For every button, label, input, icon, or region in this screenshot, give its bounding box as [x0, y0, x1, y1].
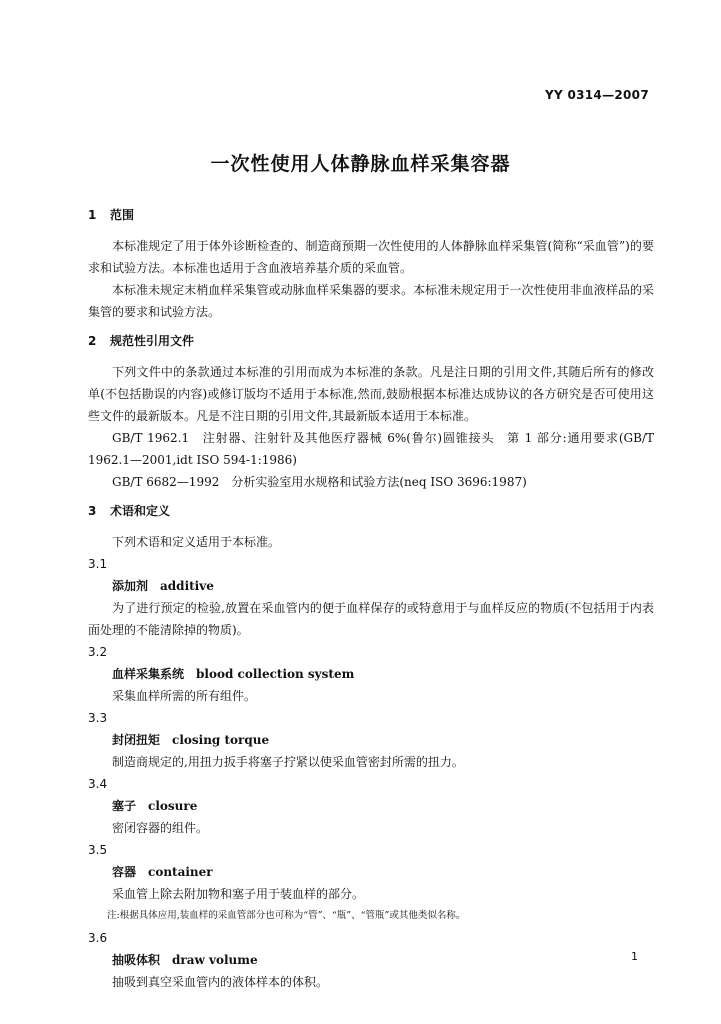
term-name [88, 729, 654, 751]
term-definition: 采集血样所需的所有组件。 [112, 689, 257, 703]
section-1-heading [88, 206, 654, 223]
section-2-heading [88, 332, 654, 349]
term-3-6 [88, 927, 654, 993]
section-number: 1 [88, 208, 97, 222]
term-note: 注:根据具体应用,装血样的采血管部分也可称为“管”、“瓶”、“管瓶”或其他类似名称。 [107, 910, 466, 921]
section-title: 规范性引用文件 [110, 334, 195, 348]
page-number: 1 [631, 950, 638, 963]
term-3-2 [88, 641, 654, 707]
term-en: blood collection system [196, 667, 355, 681]
document-body [88, 206, 654, 993]
term-definition: 为了进行预定的检验,放置在采血管内的便于血样保存的或特意用于与血样反应的物质(不包括用于内表面处理的不能清除掉的物质)。 [88, 601, 654, 637]
term-zh: 容器 [112, 865, 137, 879]
section-number: 3 [88, 504, 97, 518]
term-definition: 抽吸到真空采血管内的液体样本的体积。 [112, 975, 329, 989]
section-title: 术语和定义 [110, 504, 171, 518]
term-zh: 封闭扭矩 [112, 733, 161, 747]
paragraph: 下列术语和定义适用于本标准。 [112, 535, 281, 549]
term-3-3 [88, 707, 654, 773]
term-number: 3.1 [88, 557, 108, 571]
reference-item: GB/T 1962.1 注射器、注射针及其他医疗器械 6%(鲁尔)圆锥接头 第 1 部分:通用要求(GB/T 1962.1—2001,idt ISO 594-1:1986) [88, 431, 654, 467]
term-zh: 塞子 [112, 799, 137, 813]
term-number: 3.3 [88, 711, 108, 725]
term-en: draw volume [172, 953, 258, 967]
term-number: 3.2 [88, 645, 108, 659]
term-en: additive [160, 579, 214, 593]
term-name [88, 575, 654, 597]
paragraph: 下列文件中的条款通过本标准的引用而成为本标准的条款。凡是注日期的引用文件,其随后所有的修改单(不包括勘误的内容)或修订版均不适用于本标准,然而,鼓励根据本标准达成协议的各方研究是否可使用这些文件的最新版本。凡是不注日期的引用文件,其最新版本适用于本标准。 [88, 365, 654, 423]
term-name [88, 861, 654, 883]
standard-code: YY 0314—2007 [545, 88, 649, 102]
term-definition: 密闭容器的组件。 [112, 821, 209, 835]
term-3-1 [88, 553, 654, 641]
section-number: 2 [88, 334, 97, 348]
term-zh: 添加剂 [112, 579, 149, 593]
term-en: closure [148, 799, 198, 813]
paragraph: 本标准规定了用于体外诊断检查的、制造商预期一次性使用的人体静脉血样采集管(简称“采血管”)的要求和试验方法。本标准也适用于含血液培养基介质的采血管。 [88, 239, 654, 275]
term-3-5 [88, 839, 654, 927]
term-number: 3.4 [88, 777, 108, 791]
paragraph: 本标准未规定末梢血样采集管或动脉血样采集器的要求。本标准未规定用于一次性使用非血液样品的采集管的要求和试验方法。 [88, 283, 654, 319]
term-zh: 血样采集系统 [112, 667, 185, 681]
term-name [88, 795, 654, 817]
term-zh: 抽吸体积 [112, 953, 161, 967]
term-number: 3.5 [88, 843, 108, 857]
section-3-heading [88, 502, 654, 519]
term-en: container [148, 865, 213, 879]
term-name [88, 949, 654, 971]
term-en: closing torque [172, 733, 270, 747]
term-definition: 制造商规定的,用扭力扳手将塞子拧紧以使采血管密封所需的扭力。 [112, 755, 464, 769]
reference-item: GB/T 6682—1992 分析实验室用水规格和试验方法(neq ISO 3696:1987) [112, 475, 527, 489]
term-number: 3.6 [88, 931, 108, 945]
document-title: 一次性使用人体静脉血样采集容器 [210, 153, 511, 175]
section-title: 范围 [110, 208, 135, 222]
term-name [88, 663, 654, 685]
term-definition: 采血管上除去附加物和塞子用于装血样的部分。 [112, 887, 365, 901]
term-3-4 [88, 773, 654, 839]
